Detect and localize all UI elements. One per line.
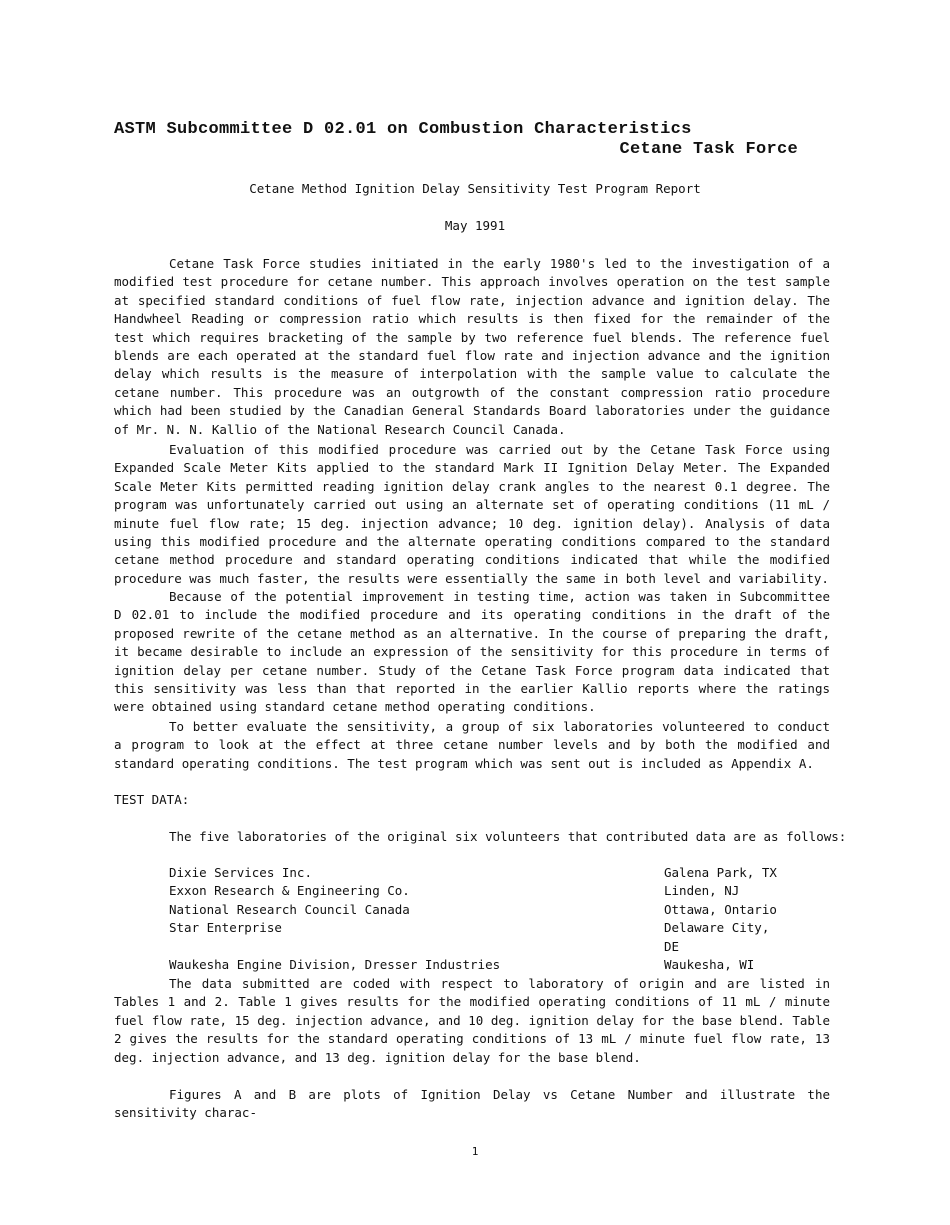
lab-location: Ottawa, Ontario (664, 901, 777, 917)
list-item (169, 956, 789, 974)
list-item (169, 901, 789, 919)
report-date: May 1991 (444, 218, 506, 233)
paragraph-intro: Cetane Task Force studies initiated in the early 1980's led to the investigation of a modified test procedure for cetane number. This approach involves operation on the test sample at specified standard conditions of fuel flow rate, injection advance and ignition delay. The Handwheel Reading or compression ratio which results is then fixed for the remainder of the test which requires bracketing of the sample by two reference fuel blends. The reference fuel blends are each operated at the standard fuel flow rate and injection advance and the ignition delay which results is the measure of interpolation with the sample value to calculate the cetane number. This procedure was an outgrowth of the constant compression ratio procedure which had been studied by the Canadian General Standards Board laboratories under the guidance of Mr. N. N. Kallio of the National Research Council Canada. (114, 256, 830, 437)
lab-location: Waukesha, WI (664, 957, 755, 973)
header-org-line: ASTM Subcommittee D 02.01 on Combustion Characteristics (114, 120, 692, 139)
lab-location: Linden, NJ (664, 883, 740, 899)
paragraph-figures: Figures A and B are plots of Ignition Delay vs Cetane Number and illustrate the sensitivity charac- (114, 1087, 830, 1121)
lab-location: Delaware City, DE (664, 920, 770, 954)
lab-name: Star Enterprise (169, 920, 282, 936)
paragraph-improvement: Because of the potential improvement in testing time, action was taken in Subcommittee D 02.01 to include the modified procedure and its operating conditions in the draft of the proposed rewrite of the cetane method as an alternative. In the course of preparing the draft, it became desirable to include an expression of the sensitivity for this procedure in terms of ignition delay per cetane number. Study of the Cetane Task Force program data indicated that this sensitivity was less than that reported in the earlier Kallio reports where the ratings were obtained using standard cetane method operating conditions. (114, 589, 830, 715)
header-task-force: Cetane Task Force (619, 140, 798, 159)
lab-name: Dixie Services Inc. (169, 865, 312, 880)
test-data-heading: TEST DATA: (114, 792, 190, 807)
laboratory-list (169, 864, 789, 974)
lab-name: National Research Council Canada (169, 901, 410, 917)
report-title: Cetane Method Ignition Delay Sensitivity Test Program Report (249, 181, 701, 196)
paragraph-program: To better evaluate the sensitivity, a group of six laboratories volunteered to conduct a program to look at the effect at three cetane number levels and by both the modified and standard operating conditions. The test program which was sent out is included as Appendix A. (114, 719, 830, 771)
paragraph-data-coding: The data submitted are coded with respect to laboratory of origin and are listed in Tables 1 and 2. Table 1 gives results for the modified operating conditions of 11 mL / minute fuel flow rate, 15 deg. injection advance, and 10 deg. ignition delay for the base blend. Table 2 gives the results for the standard operating conditions of 13 mL / minute fuel flow rate, 13 deg. injection advance, and 13 deg. ignition delay for the base blend. (114, 976, 830, 1065)
lab-location: Galena Park, TX (664, 865, 777, 880)
list-item (169, 919, 789, 956)
lab-name: Exxon Research & Engineering Co. (169, 883, 410, 899)
list-item (169, 882, 789, 900)
labs-intro: The five laboratories of the original six volunteers that contributed data are as follows: (169, 829, 847, 844)
page-number: 1 (471, 1145, 479, 1158)
lab-name: Waukesha Engine Division, Dresser Industries (169, 957, 501, 973)
list-item (169, 864, 789, 882)
paragraph-evaluation: Evaluation of this modified procedure was carried out by the Cetane Task Force using Expanded Scale Meter Kits applied to the standard Mark II Ignition Delay Meter. The Expanded Scale Meter Kits permitted reading ignition delay crank angles to the nearest 0.1 degree. The program was unfortunately carried out using an alternate set of operating conditions (11 mL / minute fuel flow rate; 15 deg. injection advance; 10 deg. ignition delay). Analysis of data using this modified procedure and the alternate operating conditions compared to the standard cetane method procedure and standard operating conditions indicated that while the modified procedure was much faster, the results were essentially the same in both level and variability. (114, 442, 830, 586)
